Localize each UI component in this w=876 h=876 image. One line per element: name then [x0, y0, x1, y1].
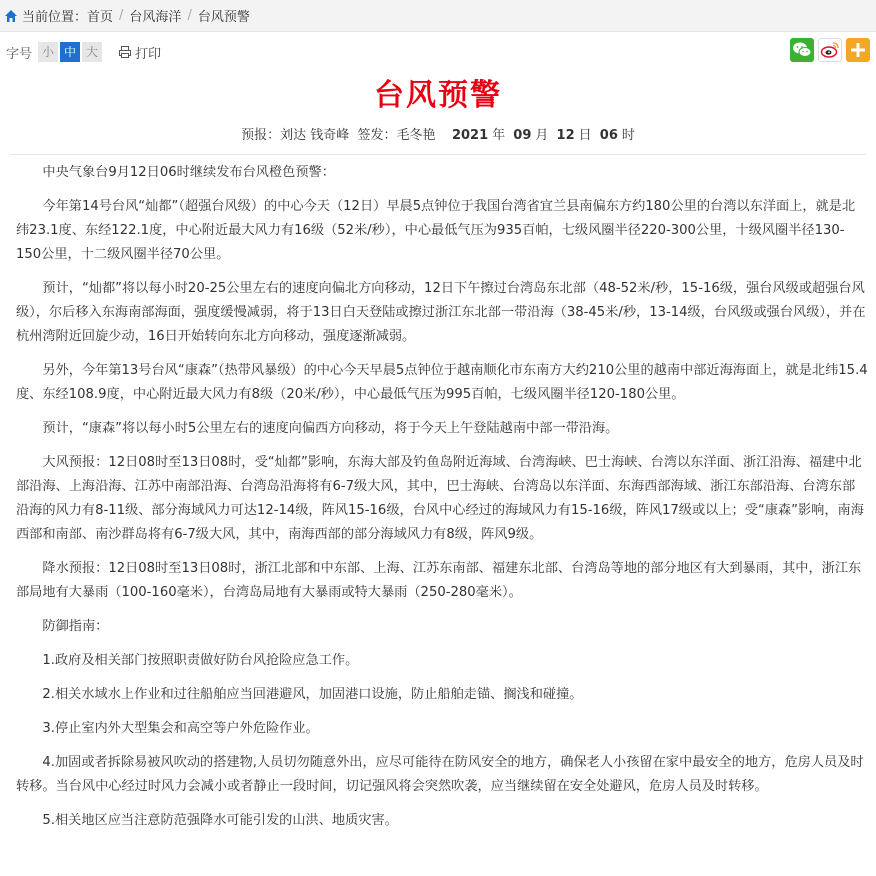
article-paragraph: 4.加固或者拆除易被风吹动的搭建物,人员切勿随意外出，应尽可能待在防风安全的地方，确保老人小孩留在家中最安全的地方，危房人员及时转移。当台风中心经过时风力会减小或者静止一段时间，切记强风将会突然吹袭，应当继续留在安全处避风，危房人员及时转移。	[16, 755, 864, 794]
breadcrumb-separator: /	[119, 8, 124, 23]
article-paragraph: 大风预报：12日08时至13日08时，受“灿都”影响，东海大部及钓鱼岛附近海域、台湾海峡、巴士海峡、台湾以东洋面、浙江沿海、福建中北部沿海、上海沿海、江苏中南部沿海、台湾岛沿海将有6-7级大风，其中，巴士海峡、台湾岛以东洋面、东海西部海域、浙江东部沿海、台湾东部沿海的风力有8-11级、部分海域风力可达12-14级，阵风15-16级，台风中心经过的海域风力有15-16级，阵风17级或以上；受“康森”影响，南海西部和南部、南沙群岛将有6-7级大风，其中，南海西部的部分海域风力有8级，阵风9级。	[16, 455, 864, 542]
signer-label: 签发：	[357, 128, 397, 143]
article-paragraph: 5.相关地区应当注意防范强降水可能引发的山洪、地质灾害。	[42, 813, 398, 828]
day-unit: 日	[578, 128, 592, 143]
article-toolbar	[0, 32, 876, 72]
article-paragraph: 3.停止室内外大型集会和高空等户外危险作业。	[42, 721, 319, 736]
month-unit: 月	[535, 128, 549, 143]
plus-icon[interactable]	[846, 38, 870, 62]
article-paragraph: 预计，“康森”将以每小时5公里左右的速度向偏西方向移动，将于今天上午登陆越南中部一带沿海。	[42, 421, 619, 436]
font-size-large-button[interactable]: 大	[82, 42, 102, 62]
home-icon[interactable]	[4, 9, 18, 23]
print-icon	[118, 45, 132, 59]
article-paragraph: 降水预报：12日08时至13日08时，浙江北部和中东部、上海、江苏东南部、福建东北部、台湾岛等地的部分地区有大到暴雨，其中，浙江东部局地有大暴雨（100-160毫米），台湾岛局地有大暴雨或特大暴雨（250-280毫米）。	[16, 561, 862, 600]
breadcrumb-separator: /	[187, 8, 192, 23]
hour-unit: 时	[621, 128, 635, 143]
breadcrumb-typhoon-ocean[interactable]: 台风海洋	[129, 10, 182, 25]
article-paragraph: 2.相关水域水上作业和过往船舶应当回港避风，加固港口设施，防止船舶走锚、搁浅和碰撞。	[42, 687, 583, 702]
print-label: 打印	[135, 46, 162, 62]
breadcrumb	[0, 0, 876, 32]
article-paragraph: 1.政府及相关部门按照职责做好防台风抢险应急工作。	[42, 653, 359, 668]
print-button[interactable]	[118, 43, 161, 62]
signer-name: 毛冬艳	[396, 128, 436, 143]
article-body	[0, 161, 876, 833]
breadcrumb-home[interactable]: 首页	[87, 10, 114, 25]
publish-hour: 06	[599, 128, 618, 143]
article-title: 台风预警	[374, 78, 502, 113]
publish-month: 09	[513, 128, 532, 143]
share-bar	[790, 38, 870, 62]
article-paragraph: 另外，今年第13号台风“康森”（热带风暴级）的中心今天早晨5点钟位于越南顺化市东南方大约210公里的越南中部近海海面上，就是北纬15.4度、东经108.9度，中心附近最大风力有8级（20米/秒），中心最低气压为995百帕，七级风圈半径120-180公里。	[16, 363, 868, 402]
forecaster-names: 刘达 钱奇峰	[280, 128, 350, 143]
font-size-medium-button[interactable]: 中	[60, 42, 80, 62]
article-paragraph: 今年第14号台风“灿都”（超强台风级）的中心今天（12日）早晨5点钟位于我国台湾省宜兰县南偏东方约180公里的台湾以东洋面上，就是北纬23.1度、东经122.1度，中心附近最大风力有16级（52米/秒），中心最低气压为935百帕，七级风圈半径220-300公里，十级风圈半径130-150公里，十二级风圈半径70公里。	[16, 199, 856, 262]
wechat-icon[interactable]	[790, 38, 814, 62]
article-paragraph: 预计，“灿都”将以每小时20-25公里左右的速度向偏北方向移动，12日下午擦过台湾岛东北部（48-52米/秒，15-16级，强台风级或超强台风级），尔后移入东海南部海面，强度缓慢减弱，将于13日白天登陆或擦过浙江东北部一带沿海（38-45米/秒，13-14级，台风级或强台风级），并在杭州湾附近回旋少动，16日开始转向东北方向移动，强度逐渐减弱。	[16, 281, 866, 344]
year-unit: 年	[492, 128, 506, 143]
breadcrumb-label: 当前位置：	[22, 10, 88, 25]
article-paragraph: 防御指南：	[42, 619, 109, 634]
article-meta	[10, 118, 866, 155]
publish-year: 2021	[451, 128, 489, 143]
forecaster-label: 预报：	[241, 128, 281, 143]
weibo-icon[interactable]	[818, 38, 842, 62]
breadcrumb-typhoon-warning[interactable]: 台风预警	[197, 10, 250, 25]
font-size-label: 字号	[6, 46, 33, 62]
publish-day: 12	[556, 128, 575, 143]
article-paragraph: 中央气象台9月12日06时继续发布台风橙色预警：	[42, 165, 335, 180]
font-size-small-button[interactable]: 小	[38, 42, 58, 62]
